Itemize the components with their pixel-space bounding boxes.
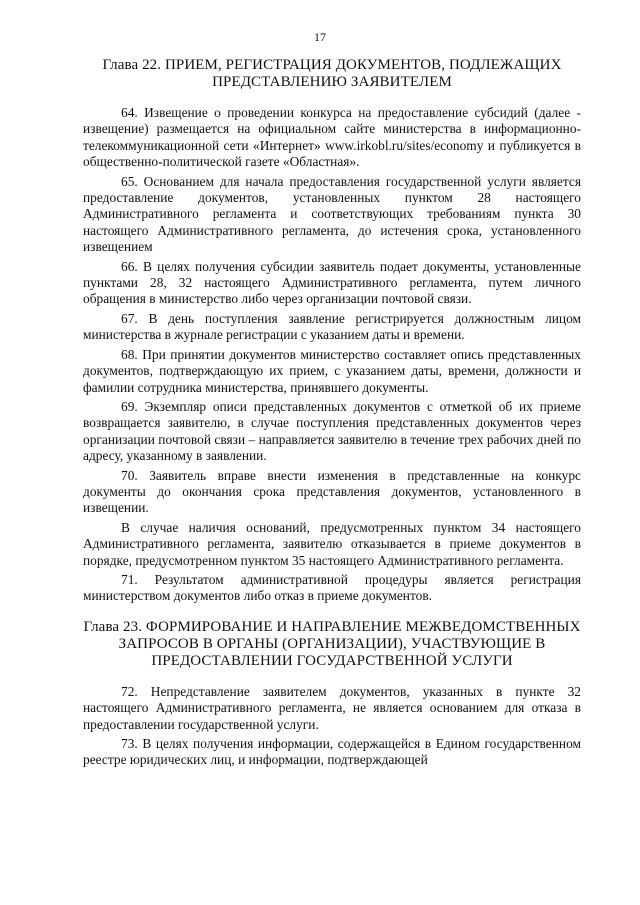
paragraph-67: 67. В день поступления заявление регистрируется должностным лицом министерства в журнале регистрации с указанием даты и времени. [83,310,581,343]
chapter-22-heading: Глава 22. ПРИЕМ, РЕГИСТРАЦИЯ ДОКУМЕНТОВ, ПОДЛЕЖАЩИХ ПРЕДСТАВЛЕНИЮ ЗАЯВИТЕЛЕМ [102,57,562,90]
page-number: 17 [314,30,326,44]
paragraph-73: 73. В целях получения информации, содержащейся в Едином государственном реестре юридических лиц, и информации, подтверждающей [83,736,581,768]
chapter-23-heading: Глава 23. ФОРМИРОВАНИЕ И НАПРАВЛЕНИЕ МЕЖВЕДОМСТВЕННЫХ ЗАПРОСОВ В ОРГАНЫ (ОРГАНИЗАЦИИ), УЧАСТВУЮЩИЕ В ПРЕДОСТАВЛЕНИИ ГОСУДАРСТВЕННОЙ УСЛУГИ [83,618,581,669]
paragraph-72: 72. Непредставление заявителем документов, указанных в пункте 32 настоящего Административного регламента, не является основанием для отказа в предоставлении государственной услуги. [83,683,581,732]
paragraph-64: 64. Извещение о проведении конкурса на предоставление субсидий (далее - извещение) размещается на официальном сайте министерства в информационно-телекоммуникационной сети «Интернет» www.irkobl.ru/sites/economy и публикуется в общественно-политической газете «Областная». [83,105,581,170]
paragraph-70-continued: В случае наличия оснований, предусмотренных пунктом 34 настоящего Административного регламента, заявителю отказывается в приеме документов в порядке, предусмотренном пунктом 35 настоящего Административного регламента. [83,519,581,568]
paragraph-71: 71. Результатом административной процедуры является регистрация министерством документов либо отказ в приеме документов. [83,571,581,604]
page-content [83,57,581,772]
paragraph-66: 66. В целях получения субсидии заявитель подает документы, установленные пунктами 28, 32 настоящего Административного регламента, путем личного обращения в министерство либо через организации почтовой связи. [83,258,581,307]
paragraph-68: 68. При принятии документов министерство составляет опись представленных документов, подтверждающую их прием, с указанием даты, времени, должности и фамилии сотрудника министерства, принявшего документы. [83,346,581,395]
paragraph-70: 70. Заявитель вправе внести изменения в представленные на конкурс документы до окончания срока представления документов, установленного в извещении. [83,467,581,516]
paragraph-65: 65. Основанием для начала предоставления государственной услуги является предоставление документов, установленных пунктом 28 настоящего Административного регламента и соответствующих требованиям пункта 30 настоящего Административного регламента, до истечения срока, установленного извещением [83,173,581,255]
paragraph-69: 69. Экземпляр описи представленных документов с отметкой об их приеме возвращается заявителю, в случае поступления представленных документов через организации почтовой связи – направляется заявителю в течение трех рабочих дней по адресу, указанному в заявлении. [83,398,581,464]
